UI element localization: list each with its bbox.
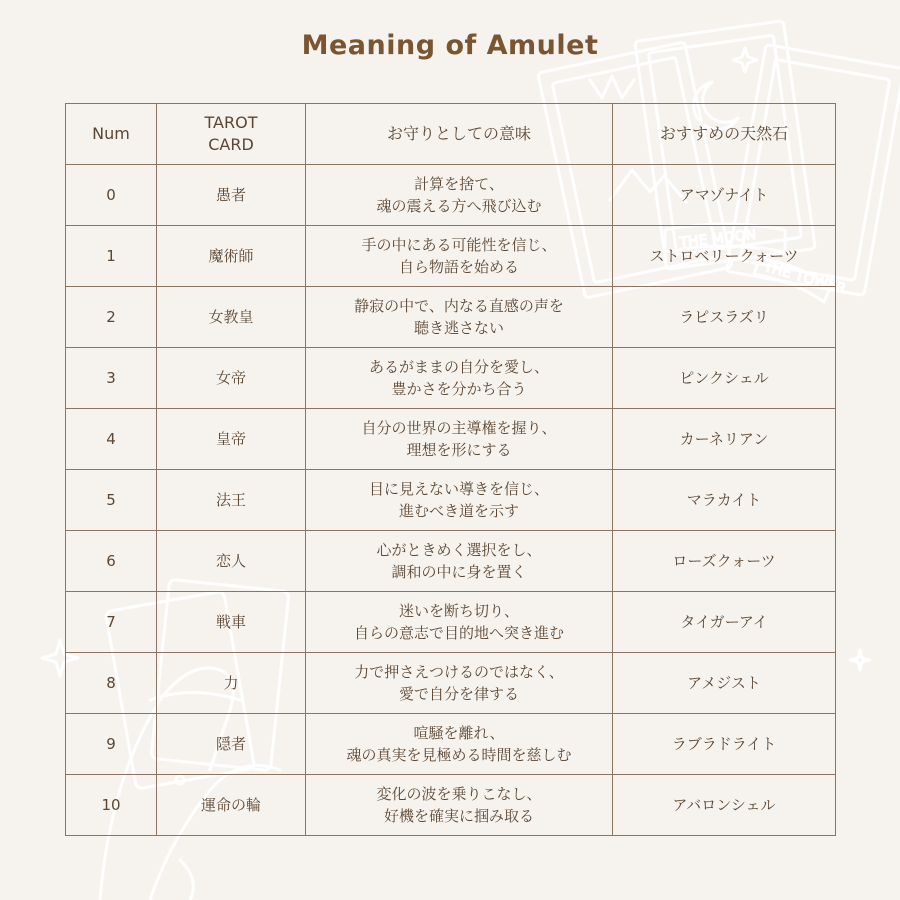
row-meaning	[306, 775, 613, 836]
row-stone: アマゾナイト	[613, 165, 836, 226]
table-row	[66, 470, 836, 531]
row-tarot-card: 戦車	[157, 592, 306, 653]
row-meaning-line1: あるがままの自分を愛し、	[368, 358, 549, 376]
row-meaning-line1: 迷いを断ち切り、	[398, 602, 519, 620]
header-num: Num	[66, 104, 157, 165]
row-stone: ストロベリークォーツ	[613, 226, 836, 287]
table-row	[66, 531, 836, 592]
row-meaning	[306, 531, 613, 592]
row-num: 0	[66, 165, 157, 226]
row-tarot-card: 恋人	[157, 531, 306, 592]
row-num: 1	[66, 226, 157, 287]
row-meaning-line2: 理想を形にする	[406, 441, 512, 459]
row-meaning-line2: 豊かさを分かち合う	[391, 380, 527, 398]
row-meaning	[306, 592, 613, 653]
row-meaning-line1: 手の中にある可能性を信じ、	[361, 236, 557, 254]
row-tarot-card: 愚者	[157, 165, 306, 226]
table-row	[66, 409, 836, 470]
header-meaning: お守りとしての意味	[306, 104, 613, 165]
row-meaning-line1: 変化の波を乗りこなし、	[376, 785, 542, 803]
row-meaning-line1: 心がときめく選択をし、	[376, 541, 542, 559]
row-meaning-line2: 好機を確実に掴み取る	[383, 807, 534, 825]
row-meaning-line1: 自分の世界の主導権を握り、	[361, 419, 557, 437]
row-tarot-card: 隠者	[157, 714, 306, 775]
row-meaning-line1: 力で押さえつけるのではなく、	[354, 663, 564, 681]
row-stone: アバロンシェル	[613, 775, 836, 836]
row-meaning	[306, 165, 613, 226]
row-meaning-line1: 目に見えない導きを信じ、	[368, 480, 549, 498]
table-row	[66, 287, 836, 348]
row-num: 2	[66, 287, 157, 348]
row-stone: ピンクシェル	[613, 348, 836, 409]
row-num: 4	[66, 409, 157, 470]
row-num: 9	[66, 714, 157, 775]
row-stone: ローズクォーツ	[613, 531, 836, 592]
card-a-text: THE MOON	[678, 227, 758, 252]
table-row	[66, 592, 836, 653]
row-meaning-line2: 調和の中に身を置く	[391, 563, 527, 581]
sun-icon	[590, 76, 634, 98]
row-num: 6	[66, 531, 157, 592]
row-num: 7	[66, 592, 157, 653]
row-meaning	[306, 470, 613, 531]
table-row	[66, 165, 836, 226]
row-num: 10	[66, 775, 157, 836]
row-num: 3	[66, 348, 157, 409]
table-row	[66, 348, 836, 409]
row-meaning	[306, 653, 613, 714]
header-card-line1: TAROT	[204, 113, 258, 132]
table-row	[66, 226, 836, 287]
table-row	[66, 653, 836, 714]
row-meaning	[306, 348, 613, 409]
row-meaning-line1: 喧騒を離れ、	[413, 724, 505, 742]
row-tarot-card: 皇帝	[157, 409, 306, 470]
row-stone: タイガーアイ	[613, 592, 836, 653]
header-tarot-card	[157, 104, 306, 165]
sparkle-icon	[850, 650, 870, 670]
row-tarot-card: 力	[157, 653, 306, 714]
row-meaning-line1: 静寂の中で、内なる直感の声を	[354, 297, 564, 315]
table-row	[66, 714, 836, 775]
row-meaning-line2: 魂の真実を見極める時間を慈しむ	[346, 746, 572, 764]
row-meaning	[306, 714, 613, 775]
row-tarot-card: 女帝	[157, 348, 306, 409]
row-meaning-line2: 愛で自分を律する	[398, 685, 519, 703]
row-meaning	[306, 409, 613, 470]
row-tarot-card: 魔術師	[157, 226, 306, 287]
row-stone: ラブラドライト	[613, 714, 836, 775]
table-row	[66, 775, 836, 836]
row-meaning-line1: 計算を捨て、	[414, 175, 504, 193]
row-tarot-card: 運命の輪	[157, 775, 306, 836]
row-meaning	[306, 226, 613, 287]
row-stone: カーネリアン	[613, 409, 836, 470]
card-b-text: THE TOWER	[761, 258, 848, 298]
header-stone: おすすめの天然石	[613, 104, 836, 165]
row-meaning-line2: 魂の震える方へ飛び込む	[376, 197, 542, 215]
row-meaning-line2: 進むべき道を示す	[398, 502, 519, 520]
row-meaning-line2: 自らの意志で目的地へ突き進む	[353, 624, 564, 642]
row-meaning-line2: 自ら物語を始める	[398, 258, 519, 276]
row-meaning-line2: 聴き逃さない	[413, 319, 504, 337]
row-stone: マラカイト	[613, 470, 836, 531]
table-header-row	[66, 104, 836, 165]
row-tarot-card: 法王	[157, 470, 306, 531]
page-title: Meaning of Amulet	[301, 30, 599, 61]
row-tarot-card: 女教皇	[157, 287, 306, 348]
row-stone: ラピスラズリ	[613, 287, 836, 348]
row-stone: アメジスト	[613, 653, 836, 714]
header-card-line2: CARD	[208, 135, 254, 154]
row-meaning	[306, 287, 613, 348]
row-num: 8	[66, 653, 157, 714]
row-num: 5	[66, 470, 157, 531]
amulet-table	[65, 103, 836, 836]
